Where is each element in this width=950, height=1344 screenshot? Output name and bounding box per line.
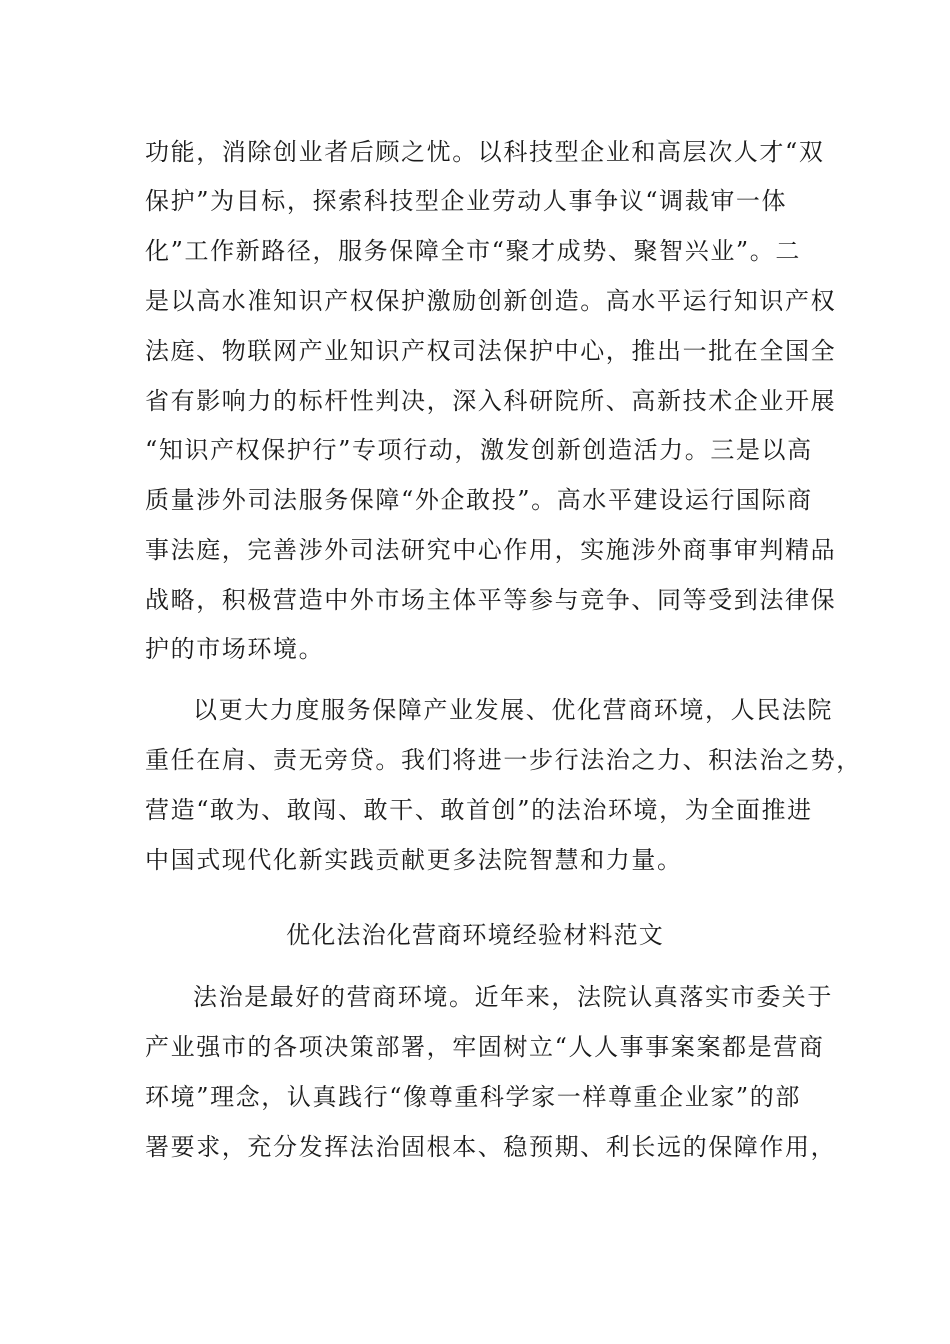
text-line: 法治是最好的营商环境。近年来，法院认真落实市委关于 <box>193 983 833 1011</box>
section-title: 优化法治化营商环境经验材料范文 <box>286 921 664 949</box>
text-line: “知识产权保护行”专项行动，激发创新创造活力。三是以高 <box>145 436 813 464</box>
text-line: 事法庭，完善涉外司法研究中心作用，实施涉外商事审判精品 <box>145 536 837 564</box>
text-line: 产业强市的各项决策部署，牢固树立“人人事事案案都是营商 <box>145 1033 825 1061</box>
text-line: 功能，消除创业者后顾之忧。以科技型企业和高层次人才“双 <box>145 138 825 166</box>
text-line: 法庭、物联网产业知识产权司法保护中心，推出一批在全国全 <box>145 337 837 365</box>
text-line: 中国式现代化新实践贡献更多法院智慧和力量。 <box>145 846 683 874</box>
text-line: 省有影响力的标杆性判决，深入科研院所、高新技术企业开展 <box>145 387 837 415</box>
text-line: 护的市场环境。 <box>145 635 325 663</box>
text-line: 环境”理念，认真践行“像尊重科学家一样尊重企业家”的部 <box>145 1083 802 1111</box>
text-line: 以更大力度服务保障产业发展、优化营商环境，人民法院 <box>193 696 833 724</box>
text-line: 重任在肩、责无旁贷。我们将进一步行法治之力、积法治之势， <box>145 746 862 774</box>
text-line: 署要求，充分发挥法治固根本、稳预期、利长远的保障作用， <box>145 1133 837 1161</box>
text-line: 质量涉外司法服务保障“外企敢投”。高水平建设运行国际商 <box>145 486 813 514</box>
text-line: 保护”为目标，探索科技型企业劳动人事争议“调裁审一体 <box>145 187 788 215</box>
text-line: 营造“敢为、敢闯、敢干、敢首创”的法治环境，为全面推进 <box>145 796 813 824</box>
text-line: 是以高水准知识产权保护激励创新创造。高水平运行知识产权 <box>145 287 837 315</box>
text-line: 化”工作新路径，服务保障全市“聚才成势、聚智兴业”。二 <box>145 237 802 265</box>
text-line: 战略，积极营造中外市场主体平等参与竞争、同等受到法律保 <box>145 586 837 614</box>
